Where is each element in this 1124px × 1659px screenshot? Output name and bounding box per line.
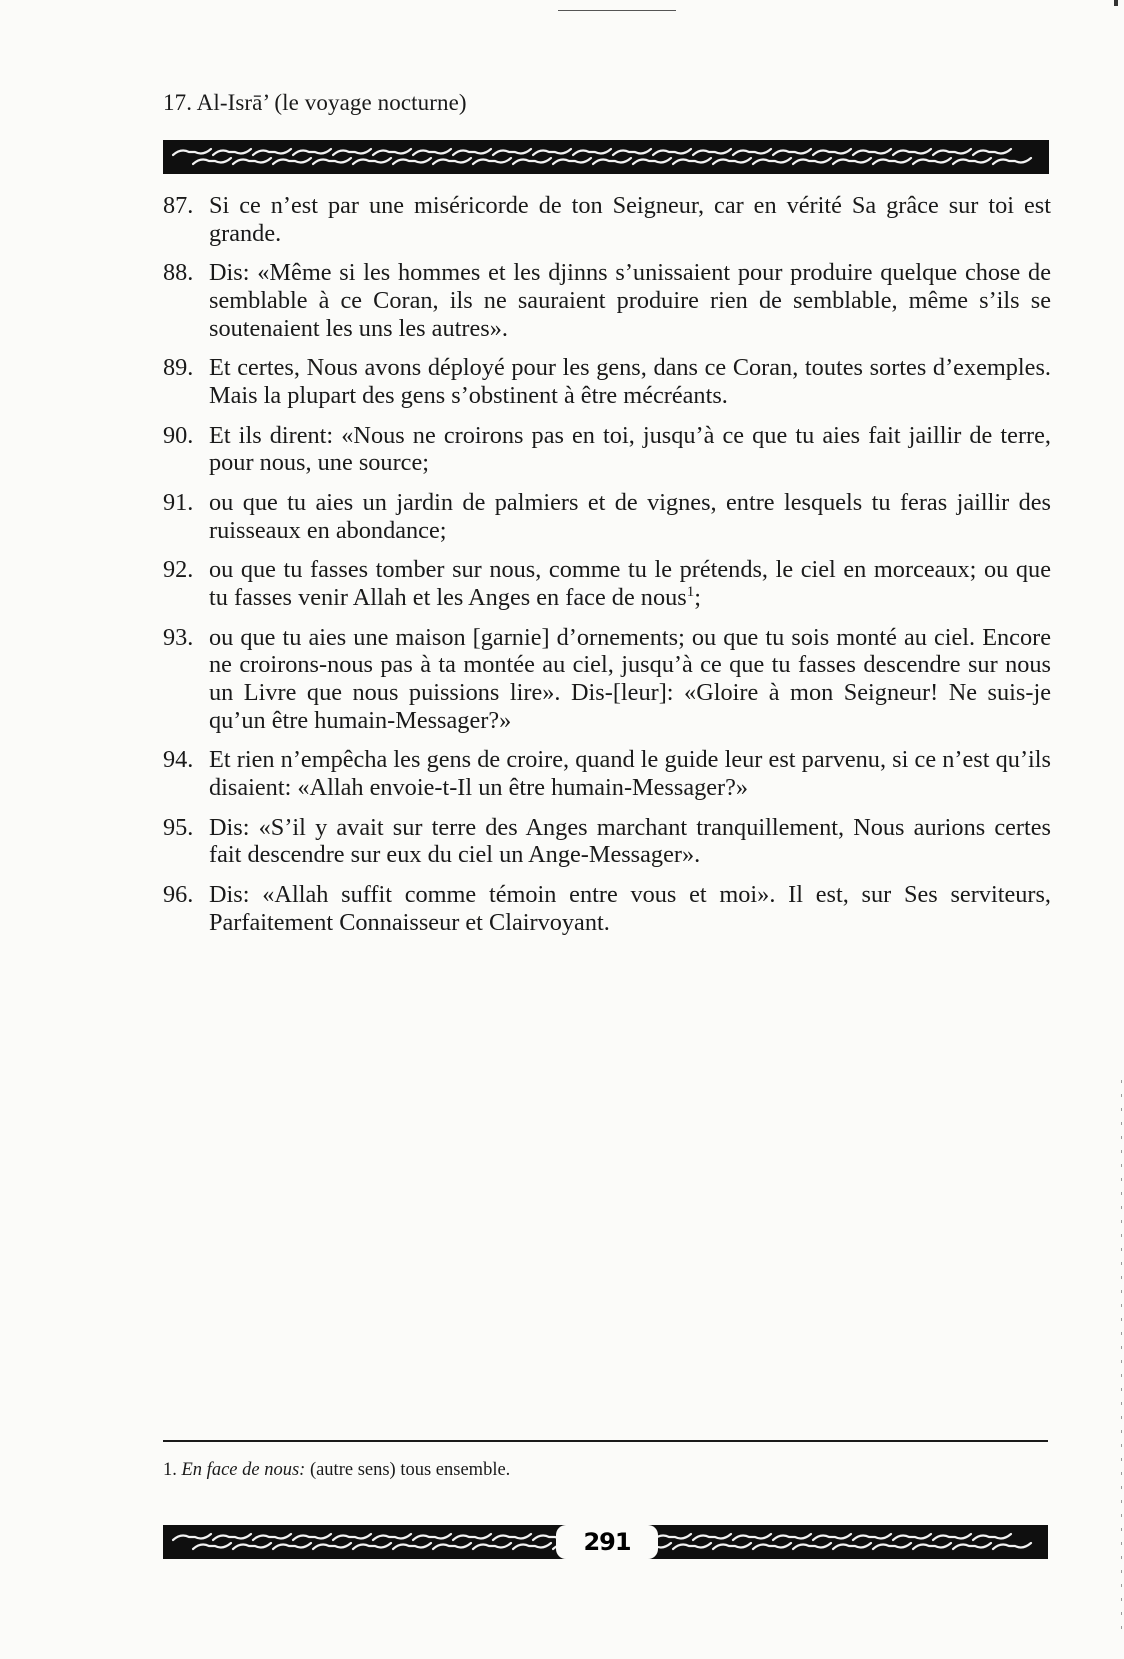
- verse-number: 94.: [163, 746, 194, 774]
- verse-text: Dis: «Même si les hommes et les djinns s’unissaient pour produire quelque chose de semblable à ce Coran, ils ne sauraient produire rien de semblable, même s’ils se soutenaient les uns les autres».: [209, 259, 1051, 342]
- verse-text-tail: ;: [694, 584, 701, 612]
- footnote: [163, 1460, 510, 1481]
- verse-94: [163, 746, 1051, 801]
- verse-number: 91.: [163, 489, 194, 517]
- verse-text: Et rien n’empêcha les gens de croire, quand le guide leur est parvenu, si ce n’est qu’ils disaient: «Allah envoie-t-Il un être humain-Messager?»: [209, 746, 1051, 801]
- verse-text: Et ils dirent: «Nous ne croirons pas en toi, jusqu’à ce que tu aies fait jaillir de terre, pour nous, une source;: [209, 421, 1051, 477]
- verse-text: Et certes, Nous avons déployé pour les gens, dans ce Coran, toutes sortes d’exemples. Mais la plupart des gens s’obstinent à être mécréants.: [209, 354, 1051, 409]
- footnote-rule: [163, 1440, 1048, 1442]
- verse-number: 95.: [163, 813, 194, 841]
- verse-87: [163, 192, 1051, 247]
- footnote-reference: 1: [686, 584, 695, 601]
- verse-91: [163, 489, 1051, 544]
- footnote-marker: 1.: [163, 1460, 177, 1480]
- verse-text: Si ce n’est par une miséricorde de ton Seigneur, car en vérité Sa grâce sur toi est grande.: [209, 192, 1051, 247]
- verse-number: 87.: [163, 192, 194, 219]
- top-rule: [558, 10, 676, 11]
- scan-edge-dots: [1121, 1080, 1122, 1640]
- verse-number: 92.: [163, 556, 194, 584]
- verse-95: [163, 814, 1051, 869]
- verse-text: ou que tu aies une maison [garnie] d’ornements; ou que tu sois monté au ciel. Encore ne croirons-nous pas à ta montée au ciel, jusqu’à ce que tu fasses descendre sur nous un Livre que nous puissions lire». Dis-[leur]: «Gloire à mon Seigneur! Ne suis-je qu’un être humain-Messager?»: [209, 623, 1051, 734]
- verse-number: 89.: [163, 354, 194, 382]
- footnote-text: (autre sens) tous ensemble.: [309, 1460, 511, 1480]
- running-head: 17. Al-Isrā’ (le voyage nocturne): [163, 90, 467, 115]
- verse-92: [163, 556, 1051, 611]
- verse-text: [209, 556, 1051, 611]
- verse-88: [163, 259, 1051, 342]
- verse-number: 88.: [163, 259, 194, 287]
- ornament-band-top: [163, 140, 1049, 174]
- page-number: 291: [556, 1525, 658, 1559]
- verse-number: 90.: [163, 421, 194, 449]
- verse-text: Dis: «S’il y avait sur terre des Anges marchant tranquillement, Nous aurions certes fait descendre sur eux du ciel un Ange-Messager».: [209, 813, 1051, 869]
- verse-list: [163, 192, 1051, 949]
- footnote-term: En face de nous:: [181, 1460, 306, 1480]
- verse-93: [163, 624, 1051, 734]
- verse-text: ou que tu aies un jardin de palmiers et de vignes, entre lesquels tu feras jaillir des ruisseaux en abondance;: [209, 489, 1051, 544]
- corner-mark: [1114, 0, 1118, 6]
- verse-89: [163, 354, 1051, 409]
- verse-number: 93.: [163, 623, 194, 651]
- verse-text: Dis: «Allah suffit comme témoin entre vous et moi». Il est, sur Ses serviteurs, Parfaitement Connaisseur et Clairvoyant.: [209, 881, 1051, 936]
- verse-text-main: ou que tu fasses tomber sur nous, comme tu le prétends, le ciel en morceaux; ou que tu fasses venir Allah et les Anges en face de nous: [209, 556, 1051, 612]
- verse-90: [163, 422, 1051, 477]
- verse-96: [163, 881, 1051, 936]
- verse-number: 96.: [163, 881, 194, 909]
